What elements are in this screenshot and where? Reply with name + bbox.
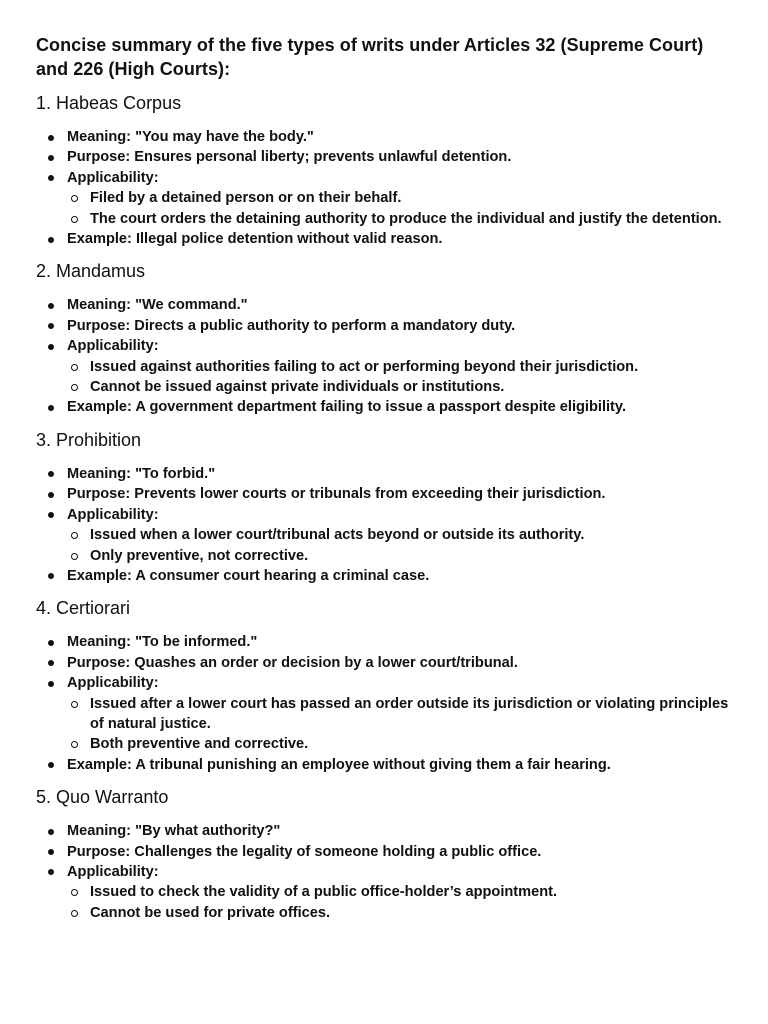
list-item-text: Meaning: "We command." <box>67 297 248 314</box>
writ-section <box>36 785 732 923</box>
list-item <box>36 295 732 315</box>
sub-list-item: Both preventive and corrective. <box>67 734 732 754</box>
writ-section <box>36 596 732 775</box>
writ-sections <box>36 91 732 923</box>
bullet-list <box>36 127 732 249</box>
list-item <box>36 147 732 167</box>
writ-section <box>36 428 732 586</box>
list-item-text: Purpose: Prevents lower courts or tribunals from exceeding their jurisdiction. <box>67 486 606 503</box>
document-title: Concise summary of the five types of writs under Articles 32 (Supreme Court) and 226 (High Courts): <box>36 35 704 79</box>
sub-list-item: Issued to check the validity of a public office-holder’s appointment. <box>67 882 732 902</box>
list-item-text: Applicability: <box>67 169 159 186</box>
sub-list-item: Issued when a lower court/tribunal acts beyond or outside its authority. <box>67 525 732 545</box>
writ-section <box>36 91 732 249</box>
section-heading: 1. Habeas Corpus <box>36 93 182 113</box>
section-heading: 5. Quo Warranto <box>36 787 169 808</box>
writ-section <box>36 259 732 417</box>
list-item <box>36 484 732 504</box>
list-item <box>36 229 732 249</box>
sub-list-item: Cannot be issued against private individuals or institutions. <box>67 377 732 397</box>
section-heading: 3. Prohibition <box>36 429 142 450</box>
sub-bullet-list <box>67 694 732 755</box>
list-item-text: Purpose: Ensures personal liberty; prevents unlawful detention. <box>67 149 512 166</box>
list-item <box>36 842 732 862</box>
list-item <box>36 127 732 147</box>
list-item <box>36 821 732 841</box>
list-item <box>36 653 732 673</box>
list-item <box>36 632 732 652</box>
sub-list-item: Issued against authorities failing to act or performing beyond their jurisdiction. <box>67 357 732 377</box>
list-item-text: Example: A tribunal punishing an employee without giving them a fair hearing. <box>67 756 611 773</box>
bullet-list <box>36 464 732 586</box>
sub-list-item: The court orders the detaining authority to produce the individual and justify the detention. <box>67 209 732 229</box>
list-item <box>36 397 732 417</box>
list-item <box>36 464 732 484</box>
list-item-text: Example: A government department failing to issue a passport despite eligibility. <box>67 399 627 416</box>
sub-bullet-list <box>67 525 732 566</box>
list-item-text: Purpose: Directs a public authority to perform a mandatory duty. <box>67 317 516 334</box>
bullet-list <box>36 295 732 417</box>
list-item-text: Example: A consumer court hearing a criminal case. <box>67 567 430 584</box>
list-item <box>36 336 732 397</box>
sub-bullet-list <box>67 882 732 923</box>
list-item-text: Applicability: <box>67 675 159 692</box>
list-item-text: Applicability: <box>67 863 159 880</box>
list-item <box>36 566 732 586</box>
list-item <box>36 168 732 229</box>
list-item-text: Meaning: "To be informed." <box>67 634 258 651</box>
list-item-text: Purpose: Quashes an order or decision by a lower court/tribunal. <box>67 654 518 671</box>
sub-list-item: Issued after a lower court has passed an order outside its jurisdiction or violating principles of natural justice. <box>67 694 732 735</box>
section-heading: 2. Mandamus <box>36 261 146 282</box>
sub-bullet-list <box>67 357 732 398</box>
list-item-text: Meaning: "By what authority?" <box>67 823 281 840</box>
list-item <box>36 505 732 566</box>
sub-bullet-list <box>67 188 732 229</box>
bullet-list <box>36 632 732 775</box>
list-item-text: Example: Illegal police detention without valid reason. <box>67 231 443 248</box>
bullet-list <box>36 821 732 923</box>
list-item-text: Meaning: "To forbid." <box>67 465 216 482</box>
sub-list-item: Only preventive, not corrective. <box>67 546 732 566</box>
list-item <box>36 755 732 775</box>
list-item-text: Purpose: Challenges the legality of someone holding a public office. <box>67 843 542 860</box>
section-heading: 4. Certiorari <box>36 598 131 619</box>
list-item-text: Applicability: <box>67 338 159 355</box>
list-item <box>36 316 732 336</box>
list-item <box>36 673 732 755</box>
list-item-text: Applicability: <box>67 506 159 523</box>
sub-list-item: Cannot be used for private offices. <box>67 903 732 923</box>
list-item-text: Meaning: "You may have the body." <box>67 129 314 145</box>
sub-list-item: Filed by a detained person or on their behalf. <box>67 188 732 208</box>
list-item <box>36 862 732 923</box>
